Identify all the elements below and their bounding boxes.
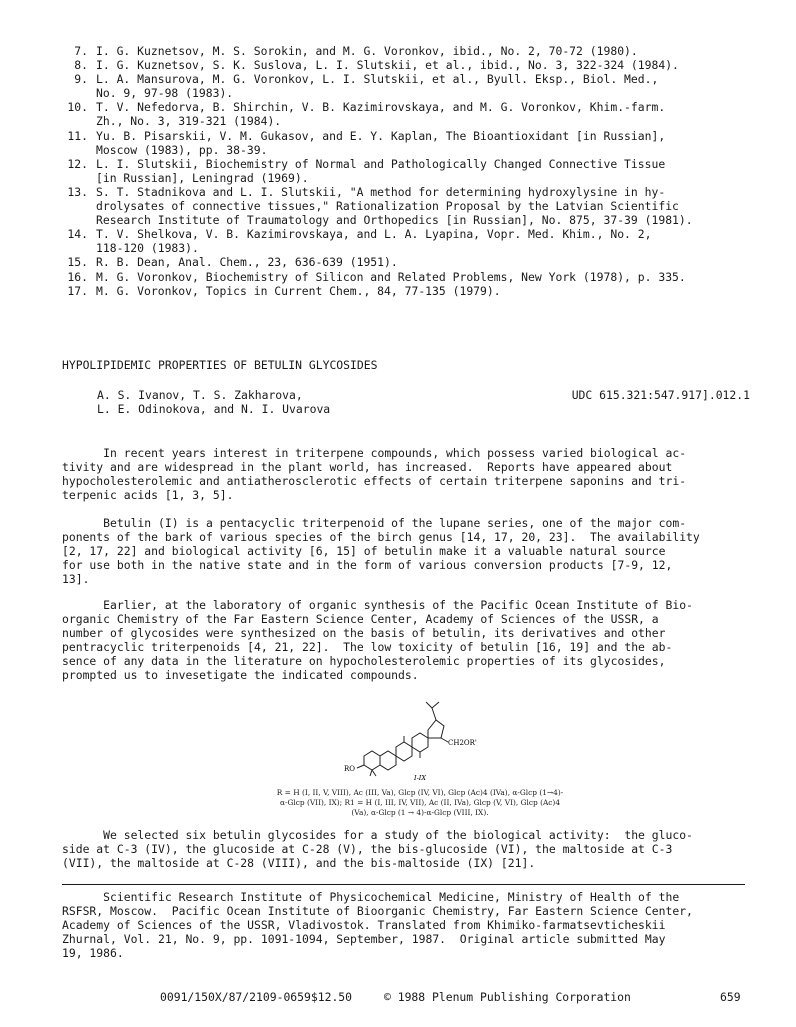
reference-number: 11. [67, 128, 88, 143]
reference-text-line: I. G. Kuznetsov, S. K. Suslova, L. I. Slutskii, et al., ibid., No. 3, 322-324 (1984). [96, 58, 679, 73]
paragraph-line: tivity and are widespread in the plant world, has increased. Reports have appeared about [62, 460, 673, 475]
reference-item [62, 58, 752, 72]
reference-item [62, 72, 752, 100]
reference-item [62, 129, 752, 157]
compound-label: I-IX [414, 774, 426, 782]
reference-number: 10. [67, 100, 88, 115]
paragraph-line: number of glycosides were synthesized on the basis of betulin, its derivatives and other [62, 626, 666, 641]
ring-d [412, 733, 428, 752]
reference-text-line: drolysates of connective tissues," Rationalization Proposal by the Latvian Scientific [96, 199, 679, 214]
reference-text-line: Zh., No. 3, 319-321 (1984). [96, 114, 282, 129]
paragraph-line: for use both in the native state and in the form of various conversion products [7-9, 12, [62, 558, 673, 573]
paragraph-line: Zhurnal, Vol. 21, No. 9, pp. 1091-1094, September, 1987. Original article submitted May [62, 932, 666, 947]
paragraph-line: side at C-3 (IV), the glucoside at C-28 (V), the bis-glucoside (VI), the maltoside at C-3 [62, 842, 673, 857]
ro-label: RO [344, 765, 356, 773]
reference-text-line: M. G. Voronkov, Topics in Current Chem., 84, 77-135 (1979). [96, 283, 501, 298]
paragraph-line: prompted us to invesetigate the indicated compounds. [62, 668, 419, 683]
reference-text-line: R. B. Dean, Anal. Chem., 23, 636-639 (1951). [96, 255, 398, 270]
intro-paragraph-1 [62, 446, 752, 502]
udc-code: UDC 615.321:547.917].012.1 [571, 388, 750, 402]
paragraph-line: 19, 1986. [62, 946, 124, 961]
reference-number: 9. [74, 72, 88, 87]
paragraph-line: (VII), the maltoside at C-28 (VIII), and the bis-maltoside (IX) [21]. [62, 856, 536, 871]
reference-text-line: No. 9, 97-98 (1983). [96, 86, 234, 101]
authors-line-2: L. E. Odinokova, and N. I. Uvarova [97, 402, 331, 417]
reference-item [62, 100, 752, 128]
reference-number: 15. [67, 255, 88, 270]
caption-line-1: R = H (I, II, V, VIII), Ac (III, Va), Glcp (IV, VI), Glcp (Ac)4 (IVa), α-Glcp (1→4)- [276, 788, 564, 797]
reference-number: 13. [67, 184, 88, 199]
paragraph-line: Betulin (I) is a pentacyclic triterpenoid of the lupane series, one of the major com- [62, 516, 687, 530]
paragraph-line: terpenic acids [1, 3, 5]. [62, 488, 234, 503]
paragraph-line: Academy of Sciences of the USSR, Vladivostok. Translated from Khimiko-farmatsevticheskii [62, 918, 666, 933]
paragraph-line: Scientific Research Institute of Physicochemical Medicine, Ministry of Health of the [62, 890, 680, 904]
affiliation-footnote [62, 890, 752, 960]
paragraph-line: hypocholesterolemic and antiatherosclerotic effects of certain triterpene saponins and tri- [62, 474, 687, 489]
paragraph-line: We selected six betulin glycosides for a study of the biological activity: the gluco- [62, 828, 693, 842]
reference-number: 8. [74, 58, 88, 73]
reference-text-line: L. I. Slutskii, Biochemistry of Normal and Pathologically Changed Connective Tissue [96, 156, 666, 171]
paragraph-line: In recent years interest in triterpene compounds, which possess varied biological ac- [62, 446, 687, 460]
copyright-notice: © 1988 Plenum Publishing Corporation [384, 990, 631, 1004]
reference-item [62, 185, 752, 227]
reference-item [62, 227, 752, 255]
reference-item [62, 284, 752, 298]
reference-number: 17. [67, 283, 88, 298]
paragraph-line: sence of any data in the literature on hypocholesterolemic properties of its glycosides, [62, 654, 666, 669]
reference-text-line: Research Institute of Traumatology and Orthopedics [in Russian], No. 875, 37-39 (1981). [96, 213, 693, 228]
paragraph-line: pentracyclic triterpenoids [4, 21, 22]. The low toxicity of betulin [16, 19] and the ab- [62, 640, 673, 655]
reference-text-line: M. G. Voronkov, Biochemistry of Silicon and Related Problems, New York (1978), p. 335. [96, 269, 686, 284]
page-number: 659 [720, 990, 741, 1004]
study-paragraph [62, 828, 752, 870]
reference-list [62, 44, 752, 298]
reference-text-line: [in Russian], Leningrad (1969). [96, 170, 309, 185]
paragraph-line: RSFSR, Moscow. Pacific Ocean Institute of Bioorganic Chemistry, Far Eastern Science Center, [62, 904, 693, 919]
paragraph-line: 13]. [62, 572, 90, 587]
reference-item [62, 255, 752, 269]
journal-code: 0091/150X/87/2109-0659$12.50 [160, 990, 353, 1004]
structure-caption [150, 788, 690, 818]
ring-b [380, 751, 396, 770]
betulin-structure-diagram [340, 690, 500, 785]
caption-line-3: (Va), α-Glcp (1 → 4)-α-Glcp (VIII, IX). [351, 808, 489, 817]
ring-a [364, 751, 380, 770]
reference-number: 12. [67, 156, 88, 171]
reference-text-line: Yu. B. Pisarskii, V. M. Gukasov, and E. Y. Kaplan, The Bioantioxidant [in Russian], [96, 128, 666, 143]
paragraph-line: organic Chemistry of the Far Eastern Science Center, Academy of Sciences of the USSR, a [62, 612, 659, 627]
reference-text-line: Moscow (1983), pp. 38-39. [96, 142, 268, 157]
article-title: HYPOLIPIDEMIC PROPERTIES OF BETULIN GLYCOSIDES [62, 358, 378, 372]
reference-number: 14. [67, 227, 88, 242]
paragraph-line: Earlier, at the laboratory of organic synthesis of the Pacific Ocean Institute of Bio- [62, 598, 693, 612]
reference-item [62, 270, 752, 284]
reference-item [62, 44, 752, 58]
reference-text-line: T. V. Shelkova, V. B. Kazimirovskaya, and L. A. Lyapina, Vopr. Med. Khim., No. 2, [96, 227, 652, 242]
paragraph-line: ponents of the bark of various species of the birch genus [14, 17, 20, 23]. The availability [62, 530, 700, 545]
reference-text-line: L. A. Mansurova, M. G. Voronkov, L. I. Slutskii, et al., Byull. Eksp., Biol. Med., [96, 72, 659, 87]
reference-text-line: T. V. Nefedorva, B. Shirchin, V. B. Kazimirovskaya, and M. G. Voronkov, Khim.-farm. [96, 100, 666, 115]
ring-e [428, 720, 444, 738]
footnote-divider [62, 884, 745, 885]
reference-text-line: 118-120 (1983). [96, 241, 199, 256]
author-list [97, 388, 330, 416]
caption-line-2: α-Glcp (VII), IX); R1 = H (I, III, IV, VII), Ac (II, IVa), Glcp (V, VI), Glcp (Ac)4 [279, 798, 561, 807]
reference-number: 16. [67, 269, 88, 284]
reference-item [62, 157, 752, 185]
intro-paragraph-3 [62, 598, 752, 683]
intro-paragraph-2 [62, 516, 752, 586]
paragraph-line: [2, 17, 22] and biological activity [6, 15] of betulin make it a valuable natural source [62, 544, 666, 559]
reference-number: 7. [74, 44, 88, 58]
reference-text-line: S. T. Stadnikova and L. I. Slutskii, "A method for determining hydroxylysine in hy- [96, 184, 666, 199]
ch2or-label: CH2OR' [448, 739, 477, 747]
ring-c [396, 742, 412, 761]
reference-text-line: I. G. Kuznetsov, M. S. Sorokin, and M. G. Voronkov, ibid., No. 2, 70-72 (1980). [96, 44, 638, 58]
authors-line-1: A. S. Ivanov, T. S. Zakharova, [97, 388, 303, 402]
